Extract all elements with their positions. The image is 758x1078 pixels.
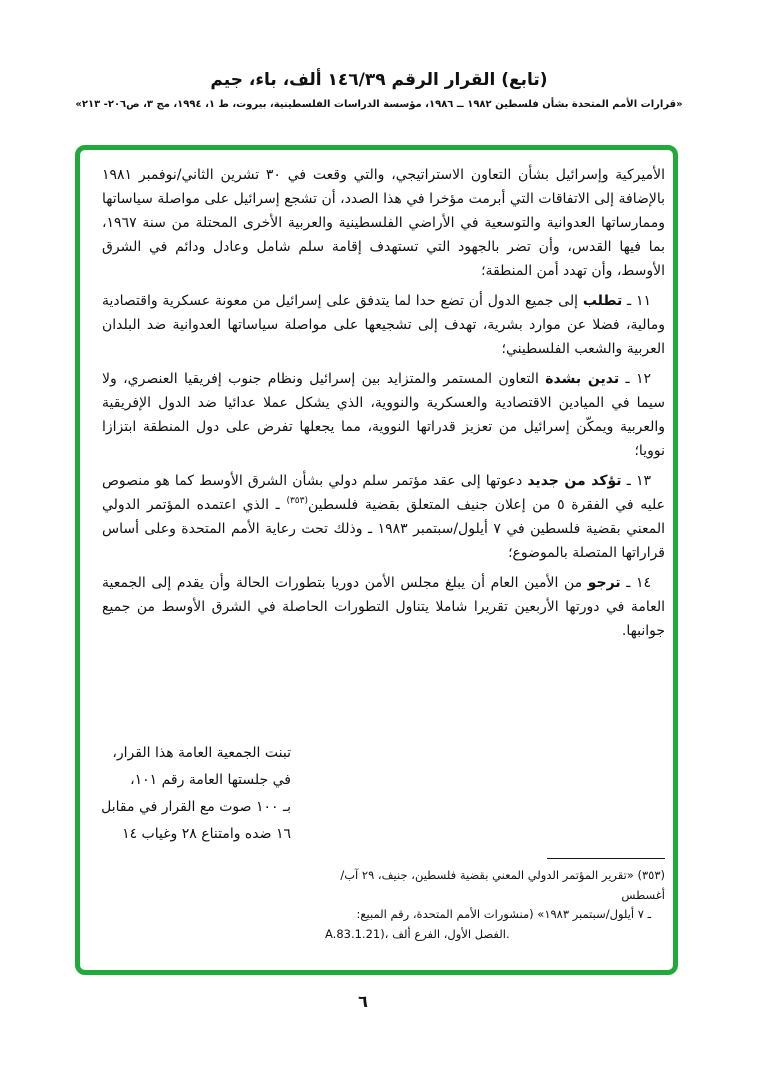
- page-number: ٦: [358, 992, 368, 1011]
- paragraph-12: [102, 367, 665, 463]
- paragraph-text: التعاون المستمر والمتزايد بين إسرائيل ونظام جنوب إفريقيا العنصري، ولا سيما في الميادين الاقتصادية والعسكرية والنووية، الذي يشكل عملا عدائيا ضد الدول الإفريقية والعربية ويمكّن إسرائيل من تعزيز قدراتها النووية، مما يجعلها تفرض على دول المنطقة ابتزازا نوويا؛: [102, 371, 665, 459]
- adoption-line: بـ ١٠٠ صوت مع القرار في مقابل: [101, 799, 291, 815]
- resolution-title: (تابع) القرار الرقم ١٤٦/٣٩ ألف، باء، جيم: [210, 70, 548, 90]
- footnote-line: A.83.1.21)، الفصل الأول، الفرع ألف.: [325, 926, 510, 941]
- operative-verb: تؤكد من جديد: [527, 473, 622, 489]
- green-highlight-frame: [75, 145, 678, 975]
- footnote-line: (٣٥٣) «تقرير المؤتمر الدولي المعني بقضية فلسطين، جنيف، ٢٩ آب/أغسطس: [340, 868, 665, 902]
- paragraph-text: من الأمين العام أن يبلغ مجلس الأمن دوريا بتطورات الحالة وأن يقدم إلى الجمعية العامة في دورتها الأربعين تقريرا شاملا يتناول التطورات الحاصلة في الشرق الأوسط من جميع جوانبها.: [102, 575, 665, 639]
- paragraph-10-continuation: [102, 163, 665, 283]
- source-citation: «قرارات الأمم المتحدة بشأن فلسطين ١٩٨٢ ــ ١٩٨٦، مؤسسة الدراسات الفلسطينية، بيروت، ط ١، ١٩٩٤، مج ٣، ص٢٠٦- ٢١٣»: [75, 99, 683, 110]
- page-header: [0, 70, 758, 110]
- operative-verb: تدين بشدة: [545, 371, 620, 387]
- footnote-line: ـ ٧ أيلول/سبتمبر ١٩٨٣» (منشورات الأمم المتحدة، رقم المبيع:: [356, 907, 651, 921]
- adoption-line: ١٦ ضده وامتناع ٢٨ وغياب ١٤: [122, 826, 291, 842]
- paragraph-number: ١٤ ـ: [620, 575, 651, 591]
- adoption-line: في جلستها العامة رقم ١٠١،: [130, 772, 291, 788]
- operative-verb: ترجو: [587, 575, 621, 591]
- footnote-353: [325, 858, 665, 944]
- paragraph-14: [102, 571, 665, 643]
- footnote-reference-353: (٣٥٣): [286, 496, 308, 506]
- resolution-body: [80, 150, 673, 649]
- paragraph-number: ١٣ ـ: [621, 473, 651, 489]
- operative-verb: تطلب: [582, 293, 623, 309]
- paragraph-text: ـ الذي اعتمده المؤتمر الدولي المعني بقضية فلسطين في ٧ أيلول/سبتمبر ١٩٨٣ ـ وذلك تحت رعاية الأمم المتحدة وعلى أساس قراراتها المتصلة بالموضوع؛: [102, 497, 665, 561]
- adoption-note: [95, 740, 291, 848]
- paragraph-13: [102, 469, 665, 565]
- paragraph-11: [102, 289, 665, 361]
- footnote-divider: [547, 858, 665, 859]
- adoption-line: تبنت الجمعية العامة هذا القرار،: [112, 745, 291, 761]
- paragraph-text: الأميركية وإسرائيل بشأن التعاون الاستراتيجي، والتي وقعت في ٣٠ تشرين الثاني/نوفمبر ١٩٨١ بالإضافة إلى الاتفاقات التي أبرمت مؤخرا في هذا الصدد، أن تشجع إسرائيل على مواصلة سياساتها وممارساتها العدوانية والتوسعية في الأراضي الفلسطينية والعربية الأخرى المحتلة من سنة ١٩٦٧، بما فيها القدس، وأن تضر بالجهود التي تستهدف إقامة سلم شامل وعادل ودائم في الشرق الأوسط، وأن تهدد أمن المنطقة؛: [102, 167, 665, 279]
- paragraph-text: إلى جميع الدول أن تضع حدا لما يتدفق على إسرائيل من معونة عسكرية واقتصادية ومالية، فضلا عن موارد بشرية، تهدف إلى تشجيعها على مواصلة سياساتها العدوانية ضد البلدان العربية والشعب الفلسطيني؛: [102, 293, 665, 357]
- paragraph-text: دعوتها إلى عقد مؤتمر سلم دولي بشأن الشرق الأوسط كما هو منصوص عليه في الفقرة ٥ من إعلان جنيف المتعلق بقضية فلسطين: [102, 473, 665, 513]
- paragraph-number: ١١ ـ: [622, 293, 651, 309]
- paragraph-number: ١٢ ـ: [619, 371, 651, 387]
